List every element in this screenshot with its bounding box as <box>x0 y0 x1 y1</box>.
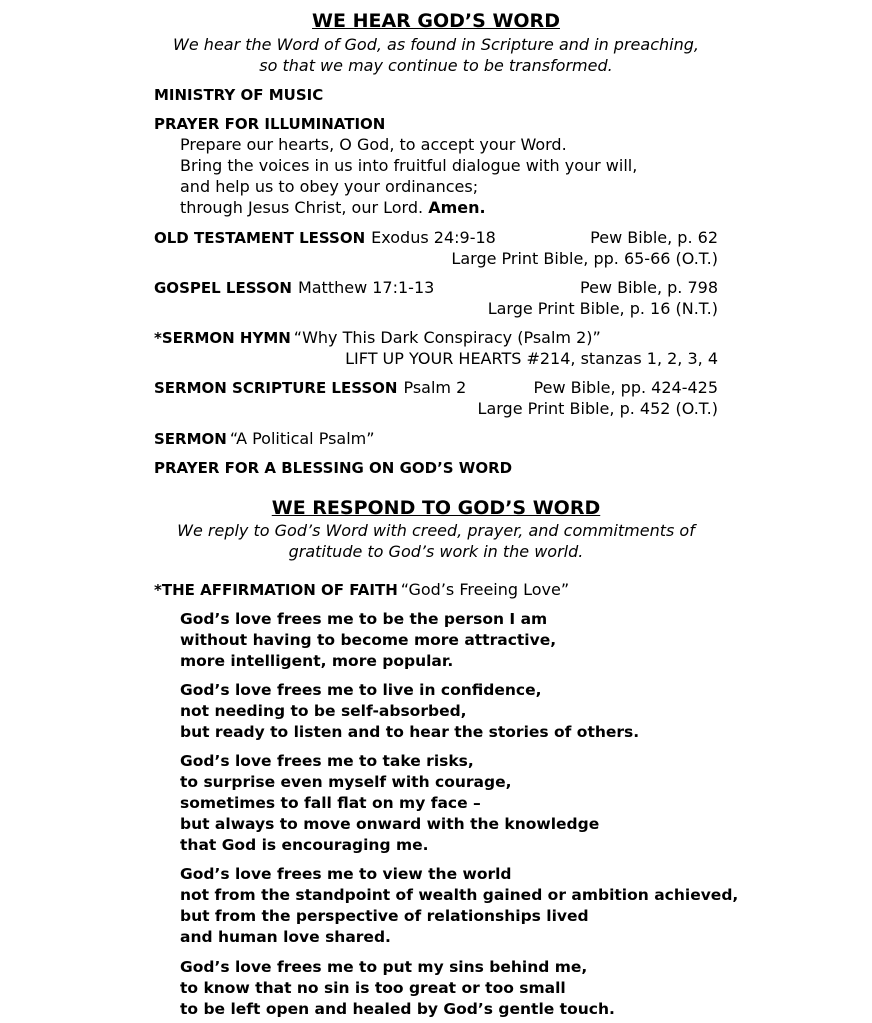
prayer-line: Prepare our hearts, O God, to accept your Word. <box>180 135 567 154</box>
intro-line: gratitude to God’s work in the world. <box>288 542 584 561</box>
affirmation-title: “God’s Freeing Love” <box>400 580 570 599</box>
scripture-reference: Psalm 2 <box>403 378 467 397</box>
intro-line: We reply to God’s Word with creed, prayer, and commitments of <box>177 521 695 540</box>
stanza-line: that God is encouraging me. <box>180 836 429 854</box>
stanza-line: not needing to be self-absorbed, <box>180 702 467 720</box>
affirmation-stanza <box>180 751 599 856</box>
item-label: SERMON SCRIPTURE LESSON <box>154 379 398 397</box>
large-print-ref: Large Print Bible, pp. 65-66 (O.T.) <box>451 249 718 268</box>
pew-bible-ref: Pew Bible, p. 798 <box>580 278 718 297</box>
item-label: OLD TESTAMENT LESSON <box>154 229 366 247</box>
prayer-line: Bring the voices in us into fruitful dialogue with your will, <box>180 156 638 175</box>
stanza-line: God’s love frees me to take risks, <box>180 752 474 770</box>
ministry-of-music <box>154 84 323 106</box>
sermon-scripture-lesson <box>154 377 466 399</box>
sermon-title: “A Political Psalm” <box>229 429 375 448</box>
scripture-reference: Exodus 24:9-18 <box>371 228 496 247</box>
section-title-respond: WE RESPOND TO GOD’S WORD <box>271 497 601 519</box>
amen: Amen. <box>428 198 486 217</box>
item-label: *THE AFFIRMATION OF FAITH <box>154 581 398 599</box>
bible-references <box>451 227 718 269</box>
stanza-line: God’s love frees me to live in confidence, <box>180 681 542 699</box>
affirmation-stanza <box>180 609 556 672</box>
stanza-line: to be left open and healed by God’s gentle touch. <box>180 1000 615 1018</box>
item-label: GOSPEL LESSON <box>154 279 292 297</box>
stanza-line: God’s love frees me to put my sins behind me, <box>180 958 588 976</box>
bible-references <box>478 377 718 419</box>
prayer-line-last <box>180 197 637 218</box>
stanza-line: to surprise even myself with courage, <box>180 773 512 791</box>
sermon-hymn <box>154 327 601 349</box>
pew-bible-ref: Pew Bible, pp. 424-425 <box>533 378 718 397</box>
scripture-reference: Matthew 17:1-13 <box>297 278 435 297</box>
intro-line: so that we may continue to be transformed. <box>259 56 613 75</box>
old-testament-lesson <box>154 227 496 249</box>
prayer-line: through Jesus Christ, our Lord. <box>180 198 424 217</box>
bible-references <box>488 277 718 319</box>
affirmation-of-faith <box>154 579 569 601</box>
sermon <box>154 428 375 450</box>
hymn-source: LIFT UP YOUR HEARTS #214, stanzas 1, 2, 3, 4 <box>345 349 718 368</box>
affirmation-stanza <box>180 864 738 948</box>
section-intro-respond <box>0 520 872 562</box>
item-label: *SERMON HYMN <box>154 329 291 347</box>
prayer-for-illumination <box>154 113 385 135</box>
stanza-line: without having to become more attractive, <box>180 631 557 649</box>
stanza-line: more intelligent, more popular. <box>180 652 454 670</box>
item-label: MINISTRY OF MUSIC <box>154 86 324 104</box>
stanza-line: sometimes to fall flat on my face – <box>180 794 481 812</box>
pew-bible-ref: Pew Bible, p. 62 <box>590 228 718 247</box>
prayer-line: and help us to obey your ordinances; <box>180 177 479 196</box>
stanza-line: but from the perspective of relationships lived <box>180 907 589 925</box>
illumination-prayer-text <box>180 134 637 218</box>
item-label: SERMON <box>154 430 227 448</box>
large-print-ref: Large Print Bible, p. 452 (O.T.) <box>477 399 718 418</box>
prayer-for-blessing <box>154 457 512 479</box>
stanza-line: God’s love frees me to be the person I am <box>180 610 548 628</box>
stanza-line: not from the standpoint of wealth gained or ambition achieved, <box>180 886 739 904</box>
affirmation-stanza <box>180 680 639 743</box>
section-intro-hear <box>0 34 872 76</box>
stanza-line: and human love shared. <box>180 928 391 946</box>
large-print-ref: Large Print Bible, p. 16 (N.T.) <box>487 299 718 318</box>
stanza-line: God’s love frees me to view the world <box>180 865 512 883</box>
stanza-line: but always to move onward with the knowledge <box>180 815 600 833</box>
item-label: PRAYER FOR ILLUMINATION <box>154 115 386 133</box>
stanza-line: but ready to listen and to hear the stories of others. <box>180 723 640 741</box>
intro-line: We hear the Word of God, as found in Scripture and in preaching, <box>173 35 699 54</box>
section-title-hear: WE HEAR GOD’S WORD <box>312 10 560 32</box>
affirmation-stanza <box>180 957 615 1020</box>
stanza-line: to know that no sin is too great or too small <box>180 979 566 997</box>
hymn-title: “Why This Dark Conspiracy (Psalm 2)” <box>293 328 601 347</box>
item-label: PRAYER FOR A BLESSING ON GOD’S WORD <box>154 459 513 477</box>
gospel-lesson <box>154 277 434 299</box>
